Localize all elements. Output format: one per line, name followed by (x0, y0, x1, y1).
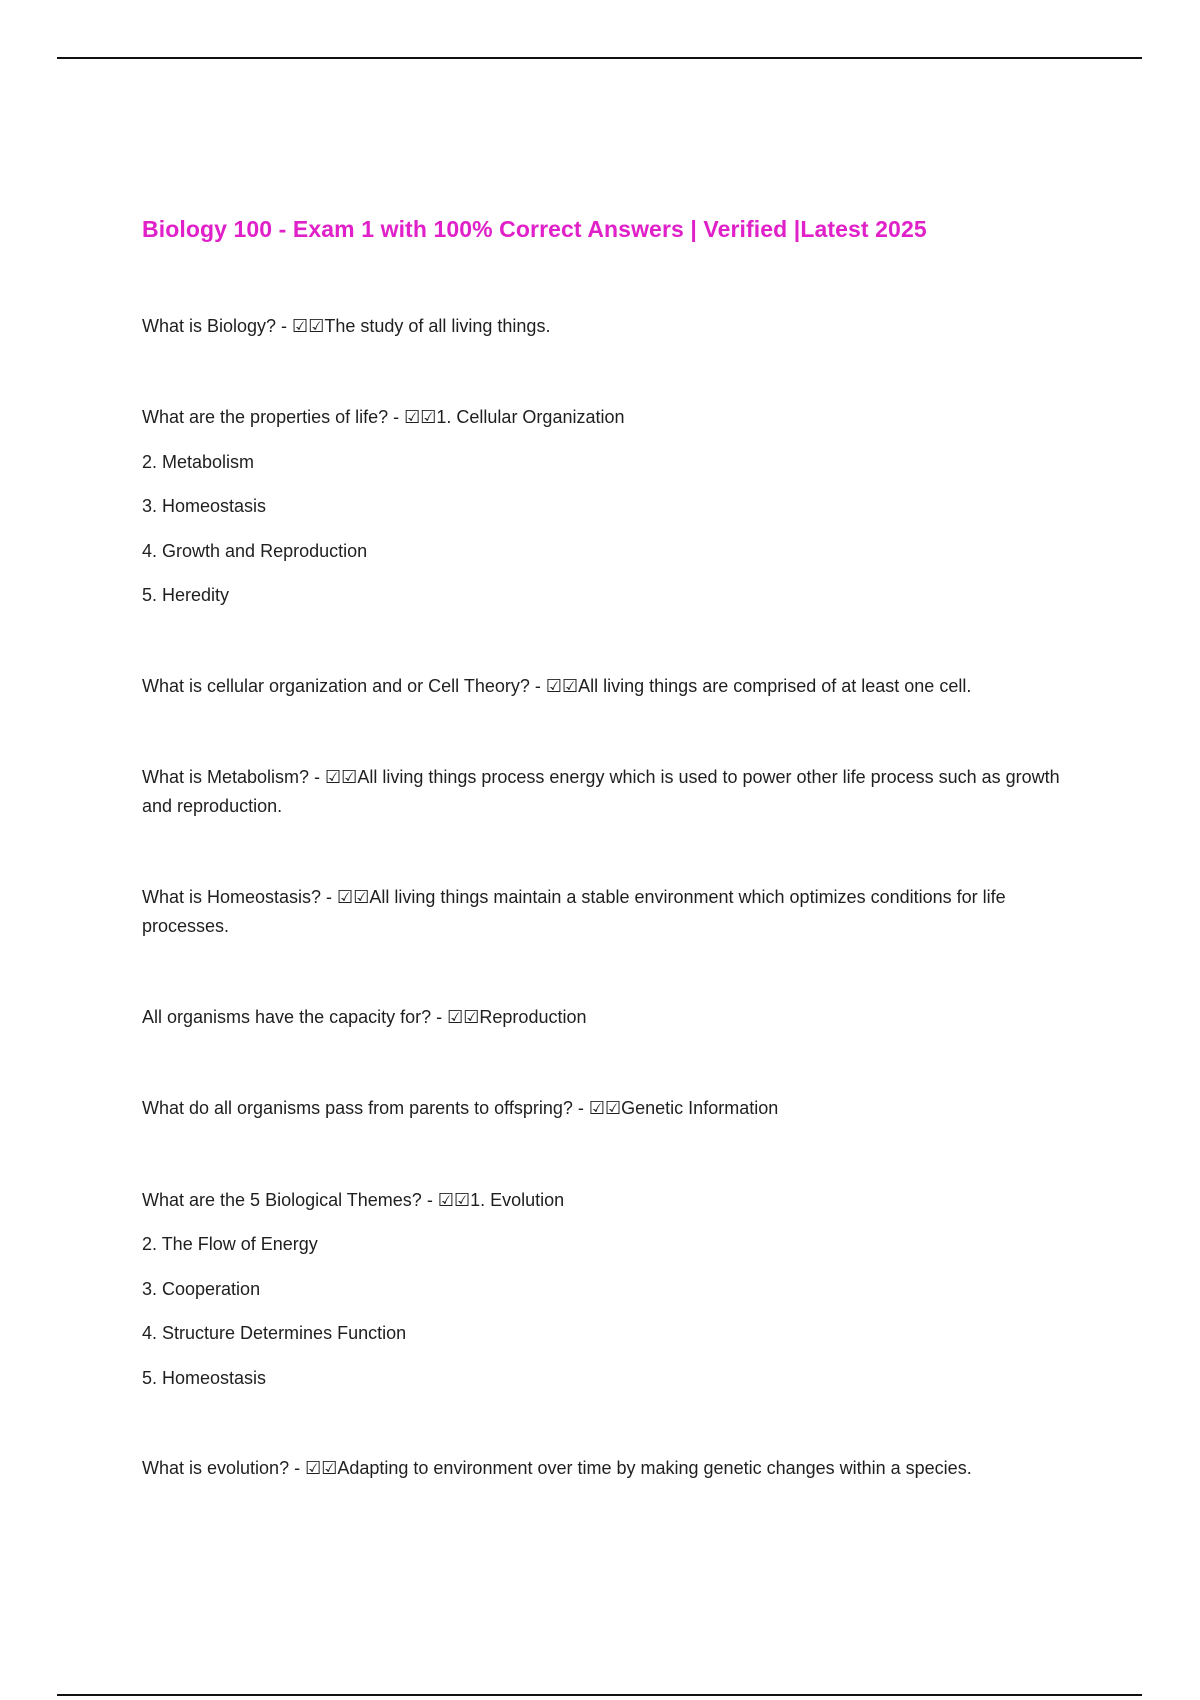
list-item: 3. Cooperation (142, 1279, 261, 1299)
qa-biological-themes: What are the 5 Biological Themes? - ☑☑1. Evolution (142, 1190, 565, 1210)
list-item: 2. Metabolism (142, 452, 255, 472)
list-item: 5. Heredity (142, 585, 230, 605)
qa-evolution: What is evolution? - ☑☑Adapting to environment over time by making genetic changes within a species. (142, 1458, 972, 1478)
qa-genetic-information: What do all organisms pass from parents to offspring? - ☑☑Genetic Information (142, 1098, 779, 1118)
document-title: Biology 100 - Exam 1 with 100% Correct Answers | Verified |Latest 2025 (142, 216, 927, 242)
qa-metabolism: What is Metabolism? - ☑☑All living things process energy which is used to power other life process such as growth and reproduction. (142, 767, 1060, 816)
qa-biology: What is Biology? - ☑☑The study of all living things. (142, 316, 551, 336)
top-rule (57, 57, 1142, 59)
qa-homeostasis: What is Homeostasis? - ☑☑All living things maintain a stable environment which optimizes conditions for life processes. (142, 887, 1006, 936)
bottom-rule (57, 1694, 1142, 1696)
list-item: 4. Growth and Reproduction (142, 541, 368, 561)
qa-capacity: All organisms have the capacity for? - ☑☑Reproduction (142, 1007, 587, 1027)
qa-properties-of-life: What are the properties of life? - ☑☑1. Cellular Organization (142, 407, 625, 427)
list-item: 2. The Flow of Energy (142, 1234, 318, 1254)
list-item: 4. Structure Determines Function (142, 1323, 407, 1343)
list-item: 3. Homeostasis (142, 496, 267, 516)
list-item: 5. Homeostasis (142, 1368, 267, 1388)
qa-cell-theory: What is cellular organization and or Cell Theory? - ☑☑All living things are comprised of at least one cell. (142, 676, 972, 696)
